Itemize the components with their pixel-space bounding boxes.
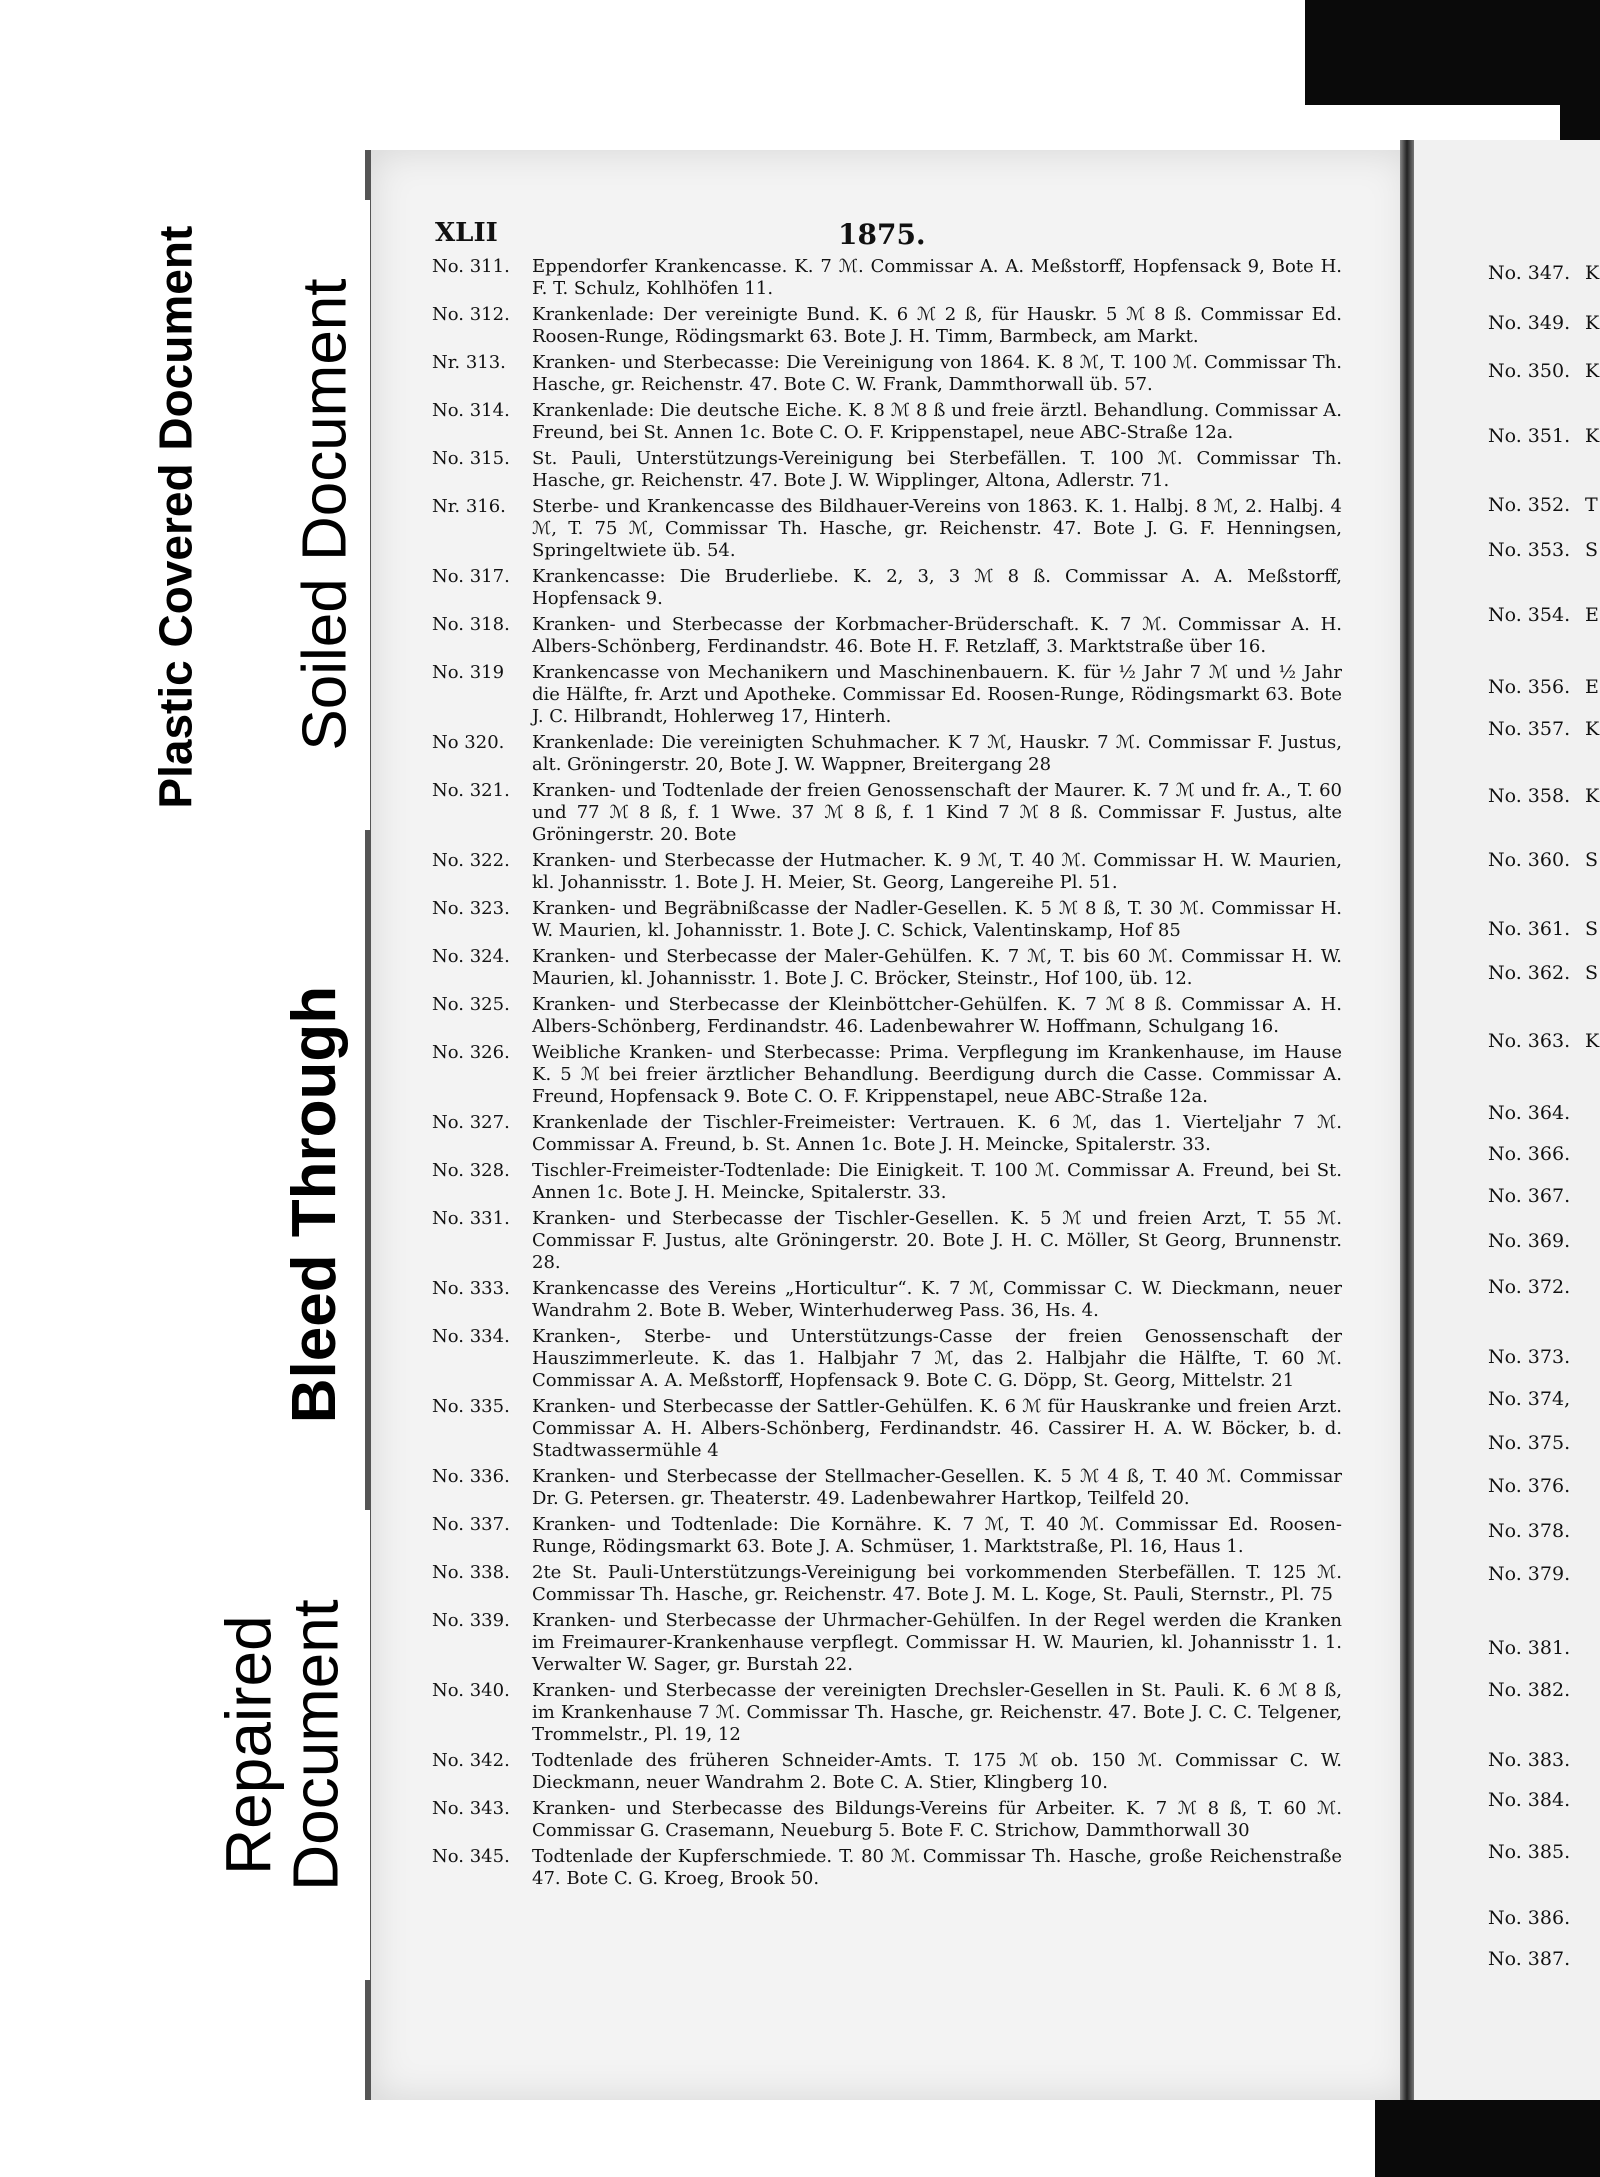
facing-entry-number: No. 364. [1488, 1102, 1571, 1124]
entry-text: Kranken- und Sterbecasse der Korbmacher-Brüderschaft. K. 7 ℳ. Commissar A. H. Albers-Schönberg, Ferdinandstr. 46. Bote H. F. Retzlaff, 3. Marktstraße über 16. [532, 614, 1342, 657]
list-item [432, 496, 1342, 562]
facing-entry-fragment: S [1585, 849, 1599, 871]
list-item [432, 1042, 1342, 1108]
list-item [432, 898, 1342, 942]
list-item [432, 448, 1342, 492]
facing-entry-fragment: E [1585, 676, 1599, 698]
facing-entry-fragment: S [1585, 539, 1599, 561]
entry-number: No. 321. [432, 780, 510, 801]
entry-number: No. 322. [432, 850, 510, 871]
entry-number: Nr. 313. [432, 352, 506, 373]
entry-text: Kranken- und Sterbecasse: Die Vereinigung von 1864. K. 8 ℳ, T. 100 ℳ. Commissar Th. Hasche, gr. Reichenstr. 47. Bote C. W. Frank, Dammthorwall üb. 57. [532, 352, 1342, 395]
list-item [432, 1750, 1342, 1794]
entry-number: No. 335. [432, 1396, 510, 1417]
entry-text: Tischler-Freimeister-Todtenlade: Die Einigkeit. T. 100 ℳ. Commissar A. Freund, bei St. Annen 1c. Bote J. H. Meincke, Spitalerstr. 33. [532, 1160, 1342, 1203]
facing-entry-fragment: E [1585, 604, 1599, 626]
entry-number: No. 336. [432, 1466, 510, 1487]
list-item [432, 1112, 1342, 1156]
entry-text: Sterbe- und Krankencasse des Bildhauer-Vereins von 1863. K. 1. Halbj. 8 ℳ, 2. Halbj. 4 ℳ, T. 75 ℳ, Commissar Th. Hasche, gr. Reichenstr. 47. Bote J. G. F. Henningsen, Springeltwiete üb. 54. [532, 496, 1342, 561]
entry-text: Krankencasse von Mechanikern und Maschinenbauern. K. für ½ Jahr 7 ℳ und ½ Jahr die Hälfte, fr. Arzt und Apotheke. Commissar Ed. Roosen-Runge, Rödingsmarkt 63. Bote J. C. Hilbrandt, Hohlerweg 17, Hinterh. [532, 662, 1342, 727]
list-item [432, 352, 1342, 396]
entry-text: Weibliche Kranken- und Sterbecasse: Prima. Verpflegung im Krankenhause, im Hause K. 5 ℳ bei freier ärztlicher Behandlung. Beerdigung durch die Casse. Commissar A. Freund, Hopfensack 9. Bote C. O. F. Krippenstapel, neue ABC-Straße 12a. [532, 1042, 1342, 1107]
entry-text: 2te St. Pauli-Unterstützungs-Vereinigung bei vorkommenden Sterbefällen. T. 125 ℳ. Commissar Th. Hasche, gr. Reichenstr. 47. Bote J. M. L. Koge, St. Pauli, Sternstr., Pl. 75 [532, 1562, 1342, 1605]
facing-entry-number: No. 367. [1488, 1185, 1571, 1207]
entry-number: No. 312. [432, 304, 510, 325]
list-item [432, 1610, 1342, 1676]
entry-text: Krankenlade: Die deutsche Eiche. K. 8 ℳ 8 ß und freie ärztl. Behandlung. Commissar A. Freund, bei St. Annen 1c. Bote C. O. F. Krippenstapel, neue ABC-Straße 12a. [532, 400, 1342, 443]
facing-entry-number: No. 347. [1488, 262, 1571, 284]
facing-entry-fragment: T [1585, 494, 1598, 516]
facing-entry-number: No. 369. [1488, 1230, 1571, 1252]
entry-text: Todtenlade der Kupferschmiede. T. 80 ℳ. Commissar Th. Hasche, große Reichenstraße 47. Bote C. G. Kroeg, Brook 50. [532, 1846, 1342, 1889]
entry-text: Krankenlade: Der vereinigte Bund. K. 6 ℳ 2 ß, für Hauskr. 5 ℳ 8 ß. Commissar Ed. Roosen-Runge, Rödingsmarkt 63. Bote J. H. Timm, Barmbeck, am Markt. [532, 304, 1342, 347]
entry-number: No. 319 [432, 662, 505, 683]
list-item [432, 994, 1342, 1038]
list-item [432, 566, 1342, 610]
facing-entry-number: No. 357. [1488, 718, 1571, 740]
scan-edge-top [1305, 0, 1600, 105]
entry-text: Eppendorfer Krankencasse. K. 7 ℳ. Commissar A. A. Meßstorff, Hopfensack 9, Bote H. F. T. Schulz, Kohlhöfen 11. [532, 256, 1342, 299]
entry-text: Kranken- und Sterbecasse der vereinigten Drechsler-Gesellen in St. Pauli. K. 6 ℳ 8 ß, im Krankenhause 7 ℳ. Commissar Th. Hasche, gr. Reichenstr. 47. Bote J. C. C. Telgener, Trommelstr., Pl. 19, 12 [532, 1680, 1342, 1745]
entry-number: No. 324. [432, 946, 510, 967]
list-item [432, 780, 1342, 846]
list-item [432, 1396, 1342, 1462]
facing-entry-number: No. 384. [1488, 1789, 1571, 1811]
entry-number: No. 326. [432, 1042, 510, 1063]
entry-number: No. 340. [432, 1680, 510, 1701]
entry-text: Kranken- und Sterbecasse der Sattler-Gehülfen. K. 6 ℳ für Hauskranke und freien Arzt. Commissar A. H. Albers-Schönberg, Ferdinandstr. 46. Cassirer H. A. W. Böcker, b. d. Stadtwassermühle 4 [532, 1396, 1342, 1461]
entry-number: No. 331. [432, 1208, 510, 1229]
list-item [432, 1562, 1342, 1606]
facing-entry-number: No. 361. [1488, 918, 1571, 940]
facing-entry-number: No. 354. [1488, 604, 1571, 626]
list-item [432, 400, 1342, 444]
entry-text: Kranken- und Sterbecasse der Kleinböttcher-Gehülfen. K. 7 ℳ 8 ß. Commissar A. H. Albers-Schönberg, Ferdinandstr. 46. Ladenbewahrer W. Hoffmann, Schulgang 16. [532, 994, 1342, 1037]
list-item [432, 1798, 1342, 1842]
entry-number: No. 333. [432, 1278, 510, 1299]
entry-text: Kranken- und Sterbecasse der Stellmacher-Gesellen. K. 5 ℳ 4 ß, T. 40 ℳ. Commissar Dr. G. Petersen. gr. Theaterstr. 49. Ladenbewahrer Hartkop, Teilfeld 20. [532, 1466, 1342, 1509]
list-item [432, 1514, 1342, 1558]
facing-entry-fragment: S [1585, 962, 1599, 984]
facing-entry-number: No. 383. [1488, 1749, 1571, 1771]
entry-text: Krankencasse des Vereins „Horticultur“. K. 7 ℳ, Commissar C. W. Dieckmann, neuer Wandrahm 2. Bote B. Weber, Winterhuderweg Pass. 36, Hs. 4. [532, 1278, 1342, 1321]
entry-text: Krankenlade der Tischler-Freimeister: Vertrauen. K. 6 ℳ, das 1. Vierteljahr 7 ℳ. Commissar A. Freund, b. St. Annen 1c. Bote J. H. Meincke, Spitalerstr. 33. [532, 1112, 1342, 1155]
facing-entry-number: No. 353. [1488, 539, 1571, 561]
list-item [432, 1326, 1342, 1392]
entry-number: No. 314. [432, 400, 510, 421]
entry-text: Kranken- und Sterbecasse der Maler-Gehülfen. K. 7 ℳ, T. bis 60 ℳ. Commissar H. W. Maurien, kl. Johannisstr. 1. Bote J. C. Bröcker, Steinstr., Hof 100, üb. 12. [532, 946, 1342, 989]
facing-entry-fragment: K [1585, 718, 1600, 740]
list-item [432, 1680, 1342, 1746]
entry-number: No. 317. [432, 566, 510, 587]
entry-text: Kranken- und Sterbecasse der Hutmacher. K. 9 ℳ, T. 40 ℳ. Commissar H. W. Maurien, kl. Johannisstr. 1. Bote J. H. Meier, St. Georg, Langereihe Pl. 51. [532, 850, 1342, 893]
list-item [432, 1846, 1342, 1890]
entry-number: No. 323. [432, 898, 510, 919]
entry-text: Krankencasse: Die Bruderliebe. K. 2, 3, 3 ℳ 8 ß. Commissar A. A. Meßstorff, Hopfensack 9. [532, 566, 1342, 609]
entry-text: Kranken- und Begräbnißcasse der Nadler-Gesellen. K. 5 ℳ 8 ß, T. 30 ℳ. Commissar H. W. Maurien, kl. Johannisstr. 1. Bote J. C. Schick, Valentinskamp, Hof 85 [532, 898, 1342, 941]
facing-entry-number: No. 387. [1488, 1948, 1571, 1970]
facing-entry-fragment: K [1585, 312, 1600, 334]
facing-entry-fragment: K [1585, 262, 1600, 284]
list-item [432, 256, 1342, 300]
facing-entry-number: No. 349. [1488, 312, 1571, 334]
facing-entry-number: No. 360. [1488, 849, 1571, 871]
entry-number: No. 334. [432, 1326, 510, 1347]
facing-entry-number: No. 352. [1488, 494, 1571, 516]
list-item [432, 1278, 1342, 1322]
list-item [432, 1160, 1342, 1204]
facing-entry-number: No. 376. [1488, 1475, 1571, 1497]
entry-text: Kranken- und Sterbecasse der Uhrmacher-Gehülfen. In der Regel werden die Kranken im Freimaurer-Krankenhause verpflegt. Commissar H. W. Maurien, kl. Johannisstr 1. 1. Verwalter W. Sager, gr. Burstah 22. [532, 1610, 1342, 1675]
entry-text: Kranken- und Sterbecasse des Bildungs-Vereins für Arbeiter. K. 7 ℳ 8 ß, T. 60 ℳ. Commissar G. Crasemann, Neueburg 5. Bote F. C. Strichow, Dammthorwall 30 [532, 1798, 1342, 1841]
facing-entry-fragment: K [1585, 360, 1600, 382]
label-bleed-through: Bleed Through [265, 905, 365, 1505]
entry-number: No. 311. [432, 256, 510, 277]
facing-entry-number: No. 378. [1488, 1520, 1571, 1542]
entry-number: No. 325. [432, 994, 510, 1015]
facing-entry-number: No. 373. [1488, 1346, 1571, 1368]
entry-number: Nr. 316. [432, 496, 506, 517]
entry-number: No. 345. [432, 1846, 510, 1867]
facing-entry-number: No. 381. [1488, 1637, 1571, 1659]
entry-number: No. 339. [432, 1610, 510, 1631]
facing-entry-number: No. 363. [1488, 1030, 1571, 1052]
facing-entry-fragment: K [1585, 425, 1600, 447]
entry-number: No. 343. [432, 1798, 510, 1819]
list-item [432, 946, 1342, 990]
entry-text: Kranken- und Todtenlade der freien Genossenschaft der Maurer. K. 7 ℳ und fr. A., T. 60 und 77 ℳ 8 ß, f. 1 Wwe. 37 ℳ 8 ß, f. 1 Kind 7 ℳ 8 ß. Commissar F. Justus, alte Gröningerstr. 20. Bote [532, 780, 1342, 845]
entry-number: No. 318. [432, 614, 510, 635]
facing-entry-number: No. 382. [1488, 1679, 1571, 1701]
entry-text: Kranken-, Sterbe- und Unterstützungs-Casse der freien Genossenschaft der Hauszimmerleute. K. das 1. Halbjahr 7 ℳ, das 2. Halbjahr die Hälfte, T. 60 ℳ. Commissar A. A. Meßstorff, Hopfensack 9. Bote C. G. Döpp, St. Georg, Mittelstr. 21 [532, 1326, 1342, 1391]
label-repaired-line2: Document [279, 1599, 352, 1891]
entry-number: No. 328. [432, 1160, 510, 1181]
facing-entry-number: No. 366. [1488, 1143, 1571, 1165]
facing-entry-number: No. 356. [1488, 676, 1571, 698]
facing-entry-number: No. 350. [1488, 360, 1571, 382]
page-year: 1875. [838, 218, 926, 251]
entry-number: No 320. [432, 732, 505, 753]
label-plastic-covered: Plastic Covered Document [125, 210, 225, 825]
list-item [432, 614, 1342, 658]
entry-number: No. 337. [432, 1514, 510, 1535]
facing-entry-number: No. 358. [1488, 785, 1571, 807]
list-item [432, 1208, 1342, 1274]
facing-entry-fragment: S [1585, 918, 1599, 940]
entry-number: No. 315. [432, 448, 510, 469]
label-repaired [195, 1510, 370, 1980]
entry-number: No. 338. [432, 1562, 510, 1583]
list-item [432, 850, 1342, 894]
page-gutter [1400, 140, 1414, 2100]
label-soiled: Soiled Document [280, 200, 370, 830]
facing-entry-number: No. 386. [1488, 1907, 1571, 1929]
list-item [432, 732, 1342, 776]
facing-entry-number: No. 372. [1488, 1276, 1571, 1298]
entry-text: Todtenlade des früheren Schneider-Amts. T. 175 ℳ ob. 150 ℳ. Commissar C. W. Dieckmann, neuer Wandrahm 2. Bote C. A. Stier, Klingberg 10. [532, 1750, 1342, 1793]
label-repaired-line1: Repaired [212, 1615, 285, 1875]
page-number: XLII [435, 218, 498, 248]
scan-edge-bottom [1375, 2100, 1600, 2177]
entry-text: St. Pauli, Unterstützungs-Vereinigung bei Sterbefällen. T. 100 ℳ. Commissar Th. Hasche, gr. Reichenstr. 47. Bote J. W. Wipplinger, Altona, Adlerstr. 71. [532, 448, 1342, 491]
facing-entry-fragment: K [1585, 785, 1600, 807]
facing-entry-number: No. 375. [1488, 1432, 1571, 1454]
facing-entry-number: No. 362. [1488, 962, 1571, 984]
facing-entry-fragment: K [1585, 1030, 1600, 1052]
entry-number: No. 342. [432, 1750, 510, 1771]
list-item [432, 1466, 1342, 1510]
entry-text: Kranken- und Todtenlade: Die Kornähre. K. 7 ℳ, T. 40 ℳ. Commissar Ed. Roosen-Runge, Rödingsmarkt 63. Bote J. A. Schmüser, 1. Marktstraße, Pl. 16, Haus 1. [532, 1514, 1342, 1557]
facing-entry-number: No. 385. [1488, 1841, 1571, 1863]
facing-entry-number: No. 351. [1488, 425, 1571, 447]
entry-list [432, 256, 1342, 1894]
entry-text: Krankenlade: Die vereinigten Schuhmacher. K 7 ℳ, Hauskr. 7 ℳ. Commissar F. Justus, alt. Gröningerstr. 20, Bote J. W. Wappner, Breitergang 28 [532, 732, 1342, 775]
entry-text: Kranken- und Sterbecasse der Tischler-Gesellen. K. 5 ℳ und freien Arzt, T. 55 ℳ. Commissar F. Justus, alte Gröningerstr. 20. Bote J. H. C. Möller, St Georg, Brunnenstr. 28. [532, 1208, 1342, 1273]
facing-entry-number: No. 374, [1488, 1388, 1571, 1410]
list-item [432, 662, 1342, 728]
facing-entry-number: No. 379. [1488, 1563, 1571, 1585]
entry-number: No. 327. [432, 1112, 510, 1133]
list-item [432, 304, 1342, 348]
